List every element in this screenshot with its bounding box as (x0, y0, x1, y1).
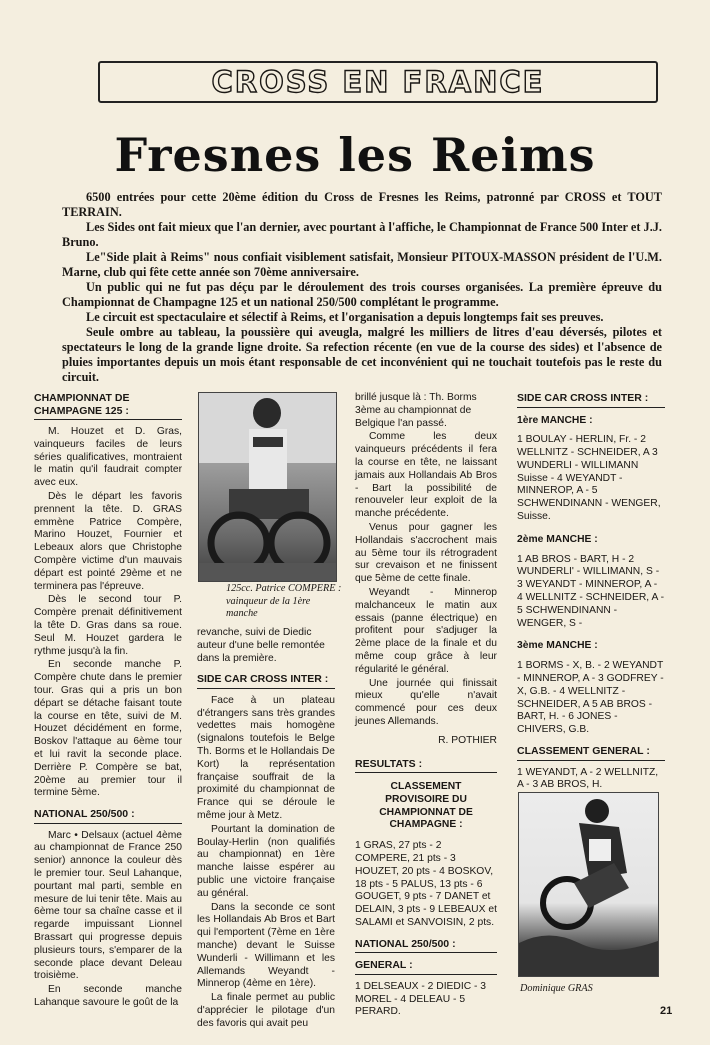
jumping-rider-image (519, 793, 658, 976)
column-2 (197, 627, 335, 1032)
author-signature: R. POTHIER (438, 734, 497, 746)
motocross-rider-image (199, 393, 336, 581)
manche-3-title: 3ème MANCHE : (517, 640, 598, 652)
manche-3-results: 1 BORMS - X, B. - 2 WEYANDT - MINNEROP, A - 3 GODFREY - X, G.B. - 4 WELLNITZ - SCHNEIDER, A 5 AB BROS - BART, H. - 6 JONES - CHIVERS, G.B. (517, 660, 664, 736)
classement-general-results: 1 WEYANDT, A - 2 WELLNITZ, A - 3 AB BROS, H. (517, 766, 659, 791)
photo-caption-compere: 125cc. Patrice COMPERE : vainqueur de la 1ère manche (226, 583, 342, 619)
manche-1-results: 1 BOULAY - HERLIN, Fr. - 2 WELLNITZ - SCHNEIDER, A 3 WUNDERLI - WILLIMANN Suisse - 4 WEYANDT - MINNEROP, A - 5 SCHWENDINANN - WENGER, Suisse. (517, 434, 661, 523)
body-paragraph: Dans la seconde ce sont les Hollandais Ab Bros et Bart qui l'emportent (7ème en 1ère manche) devant le Suisse Wunderli - Willimann et les Allemands Weyandt - Minnerop (4ème en 1ère). (197, 901, 335, 990)
body-paragraph: Marc • Delsaux (actuel 4ème au championnat de France 250 senior) annonce la couleur dès le premier tour. Seul Lahanque, pourtant mal parti, semble en mesure de lui tenir tête. Mais au 6ème tour sa chaîne casse et il regarde impuissant Lionnel Brassart qui progresse depuis plusieurs tours, s'emparer de la seconde place devant Deleau troisième. (34, 829, 182, 982)
body-paragraph: Venus pour gagner les Hollandais s'accrochent mais au 5ème tour ils rétrogradent sur crevaison et ne finissent que 5ème de cette finale. (355, 521, 497, 585)
heading-national-250-500: NATIONAL 250/500 : (355, 938, 497, 954)
column-1 (34, 392, 182, 1011)
column-4 (517, 392, 665, 793)
intro-paragraph: Un public qui ne fut pas déçu par le déroulement des trois courses organisées. La première épreuve du Championnat de Champagne 125 et un national 250/500 complétant le programme. (62, 280, 662, 309)
photo-caption-gras: Dominique GRAS (520, 983, 593, 994)
body-paragraph: Comme les deux vainqueurs précédents il fera la course en tête, ne laissant jamais aux Hollandais Ab Bros - Bart la possibilité de renouveler leur exploit de la manche précédente. (355, 431, 497, 520)
body-paragraph: Face à un plateau d'étrangers sans très grandes vedettes mais homogène (signalons toutefois le Belge Th. Borms et le Hollandais De Kort) la représentation française souffrait de la proximité du championnat de France qui se déroule le même jour à Metz. (197, 694, 335, 822)
body-paragraph: Une journée qui finissait mieux qu'elle n'avait commencé pour ces deux jeunes Allemands. (355, 677, 497, 727)
article-title: Fresnes les Reims (114, 128, 596, 182)
body-paragraph: En seconde manche P. Compère chute dans le premier tour. Gras qui a pris un bon départ se détache faisant toute la course en tête, suivi de M. Houzet décidément en forme, Boskov l'attaque au 6ème tour et lui ravit la seconde place. Derrière P. Compère se bat, 20ème au premier tour il termine 5ème. (34, 659, 182, 799)
body-paragraph: La finale permet au public d'apprécier le pilotage d'un des favoris qui avait peu (197, 992, 335, 1029)
intro-paragraph: Le circuit est spectaculaire et sélectif à Reims, et l'organisation a depuis longtemps fait ses preuves. (86, 310, 604, 324)
photo-patrice-compere (198, 392, 337, 582)
body-paragraph: Pourtant la domination de Boulay-Herlin (non qualifiés au championnat) en 1ère manche laisse espérer au public une victoire française au général. (197, 823, 335, 899)
intro-paragraph: Les Sides ont fait mieux que l'an dernier, avec pourtant à l'affiche, le Championnat de France 500 Inter et J.J. Bruno. (62, 220, 662, 249)
photo-dominique-gras (518, 792, 659, 977)
column-3 (355, 392, 497, 1020)
heading-national: NATIONAL 250/500 : (34, 808, 182, 824)
intro-paragraph: Seule ombre au tableau, la poussière qui aveugla, malgré les milliers de litres d'eau déversés, pilotes et spectateurs le long de la grande ligne droite. Sa refection récente (en vue de la course des sides) et l'absence de pluies importantes depuis un mois étant responsable de cet inconvénient qui ne touchait toutefois pas le reste du circuit. (62, 325, 662, 384)
intro-paragraph: Le"Side plait à Reims" nous confiait visiblement satisfait, Monsieur PITOUX-MASSON président de l'U.M. Marne, club qui fête cette année son 70ème anniversaire. (62, 250, 662, 279)
body-paragraph: En seconde manche Lahanque savoure le goût de la (34, 984, 182, 1008)
heading-resultats: RESULTATS : (355, 758, 497, 774)
classement-results: 1 GRAS, 27 pts - 2 COMPERE, 21 pts - 3 HOUZET, 20 pts - 4 BOSKOV, 18 pts - 5 PALUS, 13 pts - 6 GOUGET, 9 pts - 7 DANET et DELAIN, 3 pts - 9 LEBEAUX et SALAMI et SANVOISIN, 2 pts. (355, 840, 497, 928)
banner-text: CROSS EN FRANCE (211, 65, 545, 99)
heading-championnat-champagne: CHAMPIONNAT DE CHAMPAGNE 125 : (34, 392, 182, 420)
intro-paragraph: 6500 entrées pour cette 20ème édition du Cross de Fresnes les Reims, patronné par CROSS et TOUT TERRAIN. (62, 190, 662, 219)
body-paragraph: Dès le second tour P. Compère prenait définitivement la tête D. Gras dans sa roue. Seul M. Houzet gardera le rythme jusqu'à la fin. (34, 594, 182, 657)
body-paragraph: revanche, suivi de Diedic auteur d'une belle remontée dans la première. (197, 627, 325, 664)
page-number: 21 (660, 1005, 673, 1017)
general-results: 1 DELSEAUX - 2 DIEDIC - 3 MOREL - 4 DELEAU - 5 PERARD. (355, 980, 487, 1018)
classement-title: CLASSEMENT PROVISOIRE DU CHAMPIONNAT DE CHAMPAGNE : (379, 781, 473, 831)
body-paragraph: Dès le départ les favoris prennent la tête. D. GRAS emmène Patrice Compère, Marino Houzet, Fournier et Lebeaux alors que Christophe Compère victime d'un mauvais départ est pointé 29ème et ne terminera pas l'épreuve. (34, 490, 182, 592)
heading-side-car-cross: SIDE CAR CROSS INTER : (197, 673, 335, 689)
manche-2-results: 1 AB BROS - BART, H - 2 WUNDERLI' - WILLIMANN, S - 3 WEYANDT - MINNEROP, A - 4 WELLNITZ - SCHNEIDER, A - 5 SCHWENDINANN - WENGER, S - (517, 553, 665, 629)
heading-side-car-results: SIDE CAR CROSS INTER : (517, 392, 665, 408)
heading-general: GENERAL : (355, 959, 497, 975)
body-paragraph: Weyandt - Minnerop malchanceux le matin aux essais (panne électrique) en profitent pour s'adjuger la 2ème place de la finale et du même coup grâce à leur régularité le général. (355, 586, 497, 675)
section-banner (98, 61, 658, 103)
body-paragraph: brillé jusque là : Th. Borms 3ème au championnat de Belgique l'an passé. (355, 392, 477, 429)
heading-classement-general: CLASSEMENT GENERAL : (517, 745, 665, 761)
manche-1-title: 1ère MANCHE : (517, 414, 593, 426)
body-paragraph: M. Houzet et D. Gras, vainqueurs faciles de leurs séries qualificatives, montraient le matin qu'il faudrait compter avec eux. (34, 426, 182, 489)
intro-text (62, 190, 662, 385)
manche-2-title: 2ème MANCHE : (517, 533, 598, 545)
